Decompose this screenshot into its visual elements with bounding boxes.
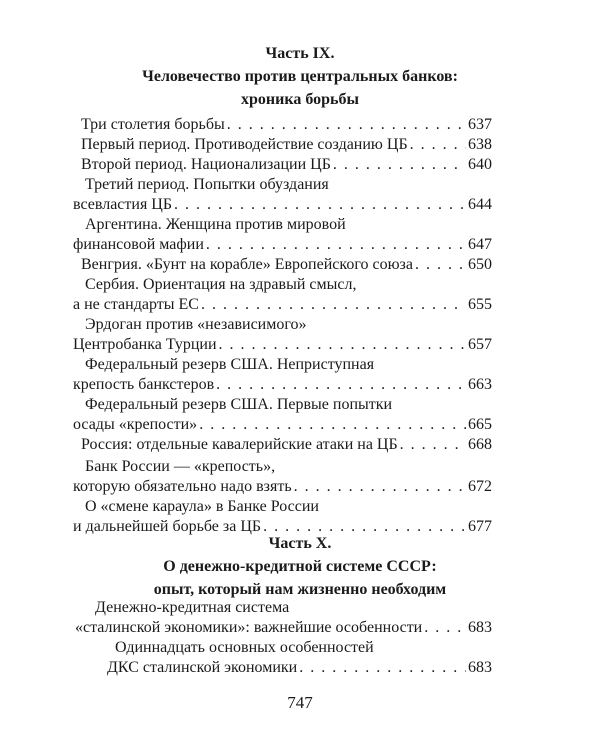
toc-entry-line-2[interactable] <box>73 196 492 216</box>
toc-entry-page: 683 <box>468 659 492 676</box>
toc-entry-line-2[interactable] <box>75 619 492 639</box>
leader-dots <box>333 156 466 174</box>
toc-entry-title: Три столетия борьбы <box>81 116 225 133</box>
toc-entry-page: 650 <box>468 256 492 273</box>
toc-entry[interactable] <box>81 136 492 156</box>
toc-entry-page: 657 <box>468 336 492 353</box>
leader-dots <box>424 619 466 637</box>
toc-entry-line-2[interactable] <box>73 236 492 256</box>
toc-entry-title: Первый период. Противодействие созданию ЦБ <box>81 136 408 153</box>
toc-entry-title-cont: всевластия ЦБ <box>73 196 173 213</box>
toc-entry-title-cont: «сталинской экономики»: важнейшие особенности <box>75 619 423 636</box>
toc-entry-line-1[interactable] <box>85 276 492 296</box>
leader-dots <box>206 236 466 254</box>
leader-dots <box>227 116 466 134</box>
toc-entry-title: Третий период. Попытки обуздания <box>85 176 329 193</box>
toc-entry-title: Россия: отдельные кавалерийские атаки на ЦБ <box>81 436 398 453</box>
part-10-subtitle-line-1: О денежно-кредитной системе СССР: <box>163 558 437 575</box>
toc-entry-page: 663 <box>468 376 492 393</box>
toc-entry-title: Денежно-кредитная система <box>95 599 290 616</box>
toc-entry-page: 683 <box>468 619 492 636</box>
toc-entry-title: Федеральный резерв США. Неприступная <box>85 356 375 373</box>
leader-dots <box>199 416 466 434</box>
toc-entry-line-2[interactable] <box>73 478 492 498</box>
toc-entry-title: Венгрия. «Бунт на корабле» Европейского союза <box>81 256 413 273</box>
toc-entry-line-2[interactable] <box>73 336 492 356</box>
toc-entry-page: 668 <box>468 436 492 453</box>
toc-entry-title: Аргентина. Женщина против мировой <box>85 216 346 233</box>
toc-entry-title-cont: а не стандарты ЕС <box>73 296 199 313</box>
toc-entry-title-cont: которую обязательно надо взять <box>73 478 292 495</box>
toc-entry[interactable] <box>81 156 492 176</box>
toc-entry-page: 644 <box>468 196 492 213</box>
toc-entry-title: О «смене караула» в Банке России <box>85 498 319 515</box>
toc-entry[interactable] <box>81 116 492 136</box>
toc-entry-line-2[interactable] <box>73 416 492 436</box>
toc-entry-title: Банк России — «крепость», <box>85 458 276 475</box>
toc-entry-title: Сербия. Ориентация на здравый смысл, <box>85 276 357 293</box>
toc-entry-page: 655 <box>468 296 492 313</box>
toc-entry-line-1[interactable] <box>85 176 492 196</box>
leader-dots <box>410 136 466 154</box>
toc-entry-page: 640 <box>468 156 492 173</box>
part-9-title: Часть IX. <box>265 45 335 62</box>
toc-entry[interactable] <box>81 256 492 276</box>
toc-entry-line-1[interactable] <box>85 316 492 336</box>
toc-entry[interactable] <box>81 436 492 456</box>
leader-dots <box>201 296 466 314</box>
toc-entry-line-1[interactable] <box>115 639 492 659</box>
toc-entry-page: 637 <box>468 116 492 133</box>
part-9-subtitle-line-1: Человечество против центральных банков: <box>142 68 458 85</box>
toc-entry-title: Федеральный резерв США. Первые попытки <box>85 396 393 413</box>
page-number: 747 <box>287 693 313 712</box>
toc-entry-page: 647 <box>468 236 492 253</box>
toc-entry-line-1[interactable] <box>85 498 492 518</box>
toc-entry-title-cont: и дальнейшей борьбе за ЦБ <box>73 518 262 535</box>
leader-dots <box>174 196 466 214</box>
toc-entry-line-2[interactable] <box>107 659 492 679</box>
part-10-heading <box>0 532 600 601</box>
toc-entry-line-2[interactable] <box>73 296 492 316</box>
toc-entry-title: Одиннадцать основных особенностей <box>115 639 374 656</box>
toc-entry-title-cont: Центробанка Турции <box>73 336 217 353</box>
leader-dots <box>299 659 466 677</box>
toc-entry-title-cont: осады «крепости» <box>73 416 198 433</box>
toc-entry-title: Второй период. Национализации ЦБ <box>81 156 331 173</box>
part-10-title: Часть X. <box>268 535 332 552</box>
part-9-heading <box>0 42 600 111</box>
toc-entry-page: 672 <box>468 478 492 495</box>
toc-entry-line-1[interactable] <box>85 396 492 416</box>
toc-entry-line-1[interactable] <box>85 356 492 376</box>
leader-dots <box>400 436 466 454</box>
part-10-subtitle-line-2: опыт, который нам жизненно необходим <box>153 581 447 598</box>
leader-dots <box>294 478 466 496</box>
leader-dots <box>216 376 466 394</box>
toc-entry-title-cont: ДКС сталинской экономики <box>107 659 298 676</box>
toc-entry-line-1[interactable] <box>85 458 492 478</box>
toc-entry-title-cont: финансовой мафии <box>73 236 204 253</box>
toc-entry-line-1[interactable] <box>95 599 492 619</box>
toc-entry-line-2[interactable] <box>73 376 492 396</box>
leader-dots <box>415 256 466 274</box>
toc-entry-line-1[interactable] <box>85 216 492 236</box>
toc-entry-title-cont: крепость банкстеров <box>73 376 215 393</box>
toc-entry-title: Эрдоган против «независимого» <box>85 316 307 333</box>
toc-entry-page: 665 <box>468 416 492 433</box>
toc-entry-page: 638 <box>468 136 492 153</box>
part-9-subtitle-line-2: хроника борьбы <box>241 91 359 108</box>
leader-dots <box>219 336 466 354</box>
toc-entry-page: 677 <box>468 518 492 535</box>
